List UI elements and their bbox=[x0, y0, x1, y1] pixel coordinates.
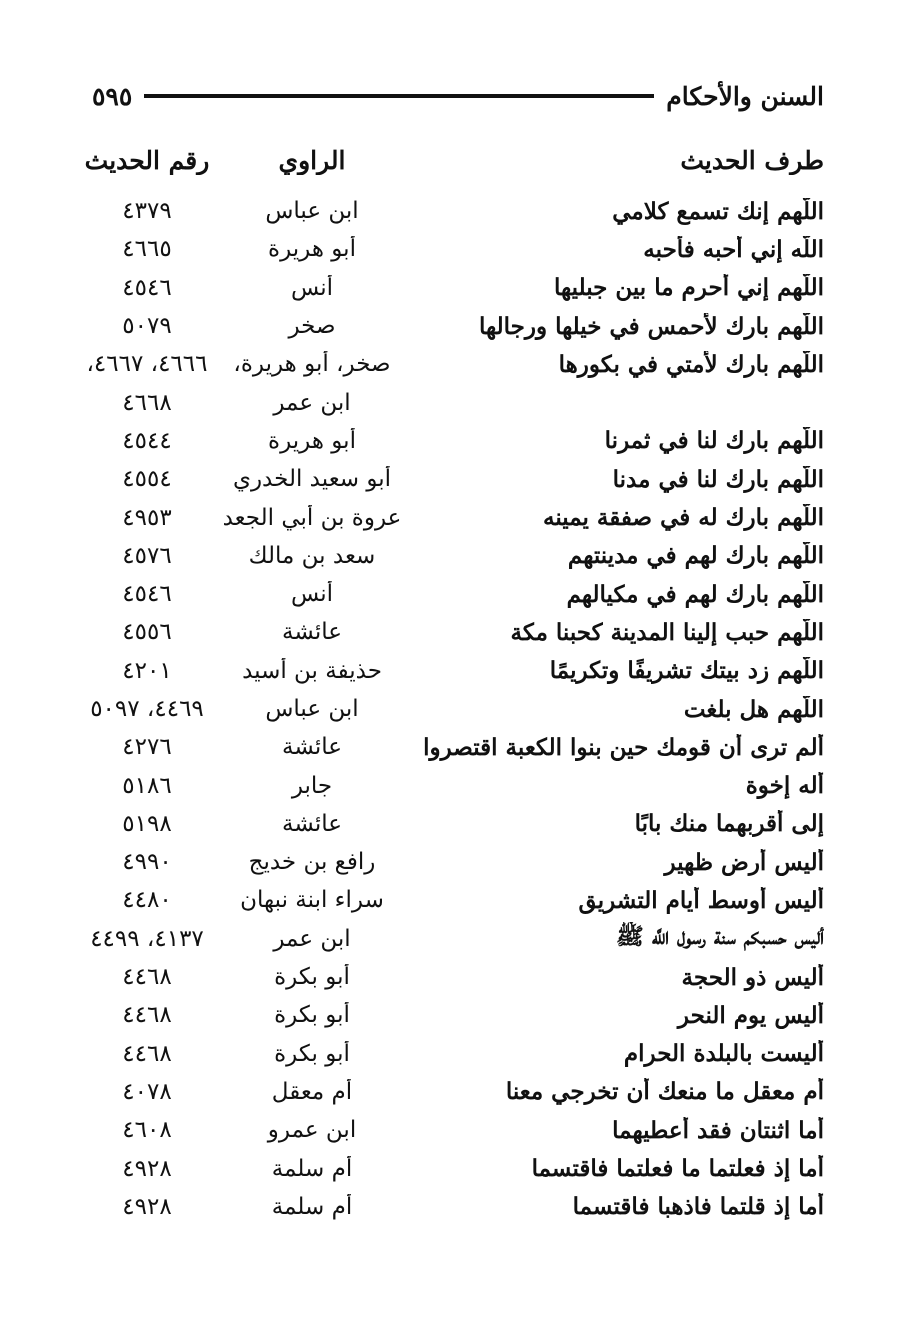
hadith-number: ٤٥٤٦ bbox=[122, 581, 172, 608]
hadith-tarf: أما إذ فعلتما ما فعلتما فاقتسما bbox=[531, 1155, 824, 1183]
hadith-index-table bbox=[80, 138, 824, 1226]
hadith-tarf: اللَّهم بارك له في صفقة يمينه bbox=[543, 504, 824, 532]
table-row bbox=[80, 1035, 824, 1073]
table-row bbox=[80, 537, 824, 575]
hadith-rawi: أبو هريرة bbox=[268, 427, 356, 454]
hadith-tarf: اللَّهم إني أحرم ما بين جبليها bbox=[554, 274, 824, 302]
hadith-number: ٤٥٤٦ bbox=[122, 274, 172, 301]
hadith-tarf: اللَّهم هل بلغت bbox=[683, 695, 824, 723]
table-row bbox=[80, 843, 824, 881]
hadith-tarf: أليس أوسط أيام التشريق bbox=[578, 886, 824, 914]
hadith-tarf: ألم ترى أن قومك حين بنوا الكعبة اقتصروا bbox=[423, 733, 824, 761]
hadith-rawi: عائشة bbox=[282, 619, 342, 646]
hadith-tarf: اللَّهم بارك لهم في مكيالهم bbox=[566, 580, 824, 608]
column-header-number: رقم الحديث bbox=[84, 145, 210, 175]
hadith-number: ٤٩٢٨ bbox=[122, 1155, 172, 1182]
hadith-tarf: أليست بالبلدة الحرام bbox=[623, 1040, 824, 1068]
hadith-rawi: أنس bbox=[290, 274, 334, 301]
table-row bbox=[80, 920, 824, 958]
hadith-tarf: اللَّه إني أحبه فأحبه bbox=[643, 235, 824, 263]
table-row bbox=[80, 1073, 824, 1111]
hadith-rawi: أبو بكرة bbox=[274, 1002, 350, 1029]
table-row bbox=[80, 1149, 824, 1187]
hadith-tarf: أله إخوة bbox=[745, 772, 824, 800]
hadith-tarf: أليس أرض ظهير bbox=[664, 848, 824, 876]
hadith-rawi: أم سلمة bbox=[271, 1193, 353, 1220]
hadith-number: ٤٩٥٣ bbox=[122, 504, 172, 531]
hadith-rawi: أم معقل bbox=[271, 1078, 353, 1105]
hadith-rawi: أنس bbox=[290, 581, 334, 608]
running-title: السنن والأحكام bbox=[666, 81, 824, 111]
column-header-rawi: الراوي bbox=[278, 145, 346, 175]
table-row bbox=[80, 269, 824, 307]
table-row bbox=[80, 613, 824, 651]
hadith-number: ٤٦٦٦، ٤٦٦٧، bbox=[86, 351, 208, 378]
hadith-rawi: سراء ابنة نبهان bbox=[240, 887, 384, 914]
table-row bbox=[80, 460, 824, 498]
hadith-tarf: اللَّهم بارك لأحمس في خيلها ورجالها bbox=[479, 312, 824, 340]
hadith-rawi: ابن عباس bbox=[265, 696, 359, 722]
hadith-tarf: اللَّهم بارك لنا في مدنا bbox=[612, 465, 824, 493]
table-body bbox=[80, 192, 824, 1226]
hadith-tarf: أما إذ قلتما فاذهبا فاقتسما bbox=[572, 1193, 824, 1221]
hadith-rawi: ابن عباس bbox=[265, 198, 359, 225]
hadith-tarf: اللَّهم إنك تسمع كلامي bbox=[612, 197, 824, 225]
hadith-number: ٤٦٦٨ bbox=[122, 389, 172, 416]
table-row bbox=[80, 766, 824, 804]
hadith-rawi: أم سلمة bbox=[271, 1155, 353, 1182]
hadith-tarf: أليس حسبكم سنة رسول اللَّه ﷺ bbox=[615, 922, 824, 950]
hadith-number: ٤٦٦٥ bbox=[122, 236, 172, 263]
hadith-rawi: أبو بكرة bbox=[274, 1040, 350, 1067]
hadith-rawi: سعد بن مالك bbox=[248, 542, 376, 569]
table-row bbox=[80, 690, 824, 728]
hadith-rawi: عروة بن أبي الجعد bbox=[222, 504, 402, 531]
hadith-rawi: ابن عمر bbox=[273, 925, 351, 952]
hadith-number: ٤٤٦٨ bbox=[122, 1040, 172, 1067]
table-row bbox=[80, 1111, 824, 1149]
hadith-number: ٤٥٥٤ bbox=[122, 466, 172, 493]
hadith-number: ٤٤٦٨ bbox=[122, 1002, 172, 1029]
hadith-number: ٤٢٠١ bbox=[122, 657, 172, 684]
hadith-number: ٤٩٢٨ bbox=[122, 1193, 172, 1220]
column-header-tarf: طرف الحديث bbox=[680, 145, 824, 175]
table-row bbox=[80, 230, 824, 268]
hadith-rawi: أبو بكرة bbox=[274, 964, 350, 991]
hadith-number: ٤٤٨٠ bbox=[122, 887, 172, 914]
table-row bbox=[80, 383, 824, 421]
hadith-number: ٤١٣٧، ٤٤٩٩ bbox=[90, 925, 204, 952]
hadith-rawi: أبو هريرة bbox=[268, 236, 356, 263]
hadith-tarf: اللَّهم زد بيتك تشريفًا وتكريمًا bbox=[549, 657, 824, 685]
hadith-tarf: اللَّهم حبب إلينا المدينة كحبنا مكة bbox=[510, 618, 824, 646]
hadith-rawi: جابر bbox=[291, 772, 333, 799]
hadith-tarf: أليس ذو الحجة bbox=[681, 963, 824, 991]
hadith-number: ٥١٩٨ bbox=[122, 810, 172, 837]
header-rule bbox=[144, 94, 654, 98]
table-row bbox=[80, 192, 824, 230]
page-header bbox=[92, 76, 824, 116]
hadith-rawi: عائشة bbox=[282, 734, 342, 761]
hadith-rawi: ابن عمر bbox=[273, 389, 351, 416]
table-row bbox=[80, 422, 824, 460]
page-number: ٥٩٥ bbox=[92, 81, 133, 111]
hadith-number: ٤٦٠٨ bbox=[122, 1117, 172, 1144]
hadith-rawi: ابن عمرو bbox=[267, 1117, 357, 1144]
hadith-number: ٤٢٧٦ bbox=[122, 734, 172, 761]
hadith-number: ٤٤٦٨ bbox=[122, 964, 172, 991]
hadith-number: ٤٥٧٦ bbox=[122, 542, 172, 569]
table-row bbox=[80, 345, 824, 383]
hadith-rawi: أبو سعيد الخدري bbox=[232, 466, 392, 493]
hadith-rawi: صخر bbox=[288, 313, 336, 340]
hadith-tarf: أما اثنتان فقد أعطيهما bbox=[612, 1116, 824, 1144]
hadith-tarf: أم معقل ما منعك أن تخرجي معنا bbox=[505, 1078, 824, 1106]
table-row bbox=[80, 307, 824, 345]
hadith-tarf: إلى أقربهما منك بابًا bbox=[634, 810, 824, 838]
hadith-number: ٤٥٥٦ bbox=[122, 619, 172, 646]
table-header bbox=[80, 138, 824, 182]
hadith-tarf: اللَّهم بارك لنا في ثمرنا bbox=[604, 427, 824, 455]
hadith-rawi: رافع بن خديج bbox=[248, 849, 376, 876]
hadith-number: ٥٠٧٩ bbox=[122, 313, 172, 340]
table-row bbox=[80, 498, 824, 536]
table-row bbox=[80, 652, 824, 690]
hadith-number: ٤٤٦٩، ٥٠٩٧ bbox=[90, 696, 204, 722]
table-row bbox=[80, 805, 824, 843]
table-row bbox=[80, 575, 824, 613]
hadith-number: ٥١٨٦ bbox=[122, 772, 172, 799]
hadith-number: ٤٥٤٤ bbox=[122, 427, 172, 454]
table-row bbox=[80, 728, 824, 766]
hadith-number: ٤٠٧٨ bbox=[122, 1078, 172, 1105]
hadith-tarf: أليس يوم النحر bbox=[677, 1001, 824, 1029]
table-row bbox=[80, 1188, 824, 1226]
hadith-rawi: صخر، أبو هريرة، bbox=[233, 351, 391, 378]
hadith-tarf: اللَّهم بارك لهم في مدينتهم bbox=[567, 542, 824, 570]
hadith-rawi: عائشة bbox=[282, 810, 342, 837]
hadith-number: ٤٩٩٠ bbox=[122, 849, 172, 876]
table-row bbox=[80, 881, 824, 919]
table-row bbox=[80, 958, 824, 996]
hadith-tarf: اللَّهم بارك لأمتي في بكورها bbox=[558, 350, 824, 378]
table-row bbox=[80, 996, 824, 1034]
hadith-rawi: حذيفة بن أسيد bbox=[242, 657, 382, 684]
hadith-number: ٤٣٧٩ bbox=[122, 198, 172, 225]
